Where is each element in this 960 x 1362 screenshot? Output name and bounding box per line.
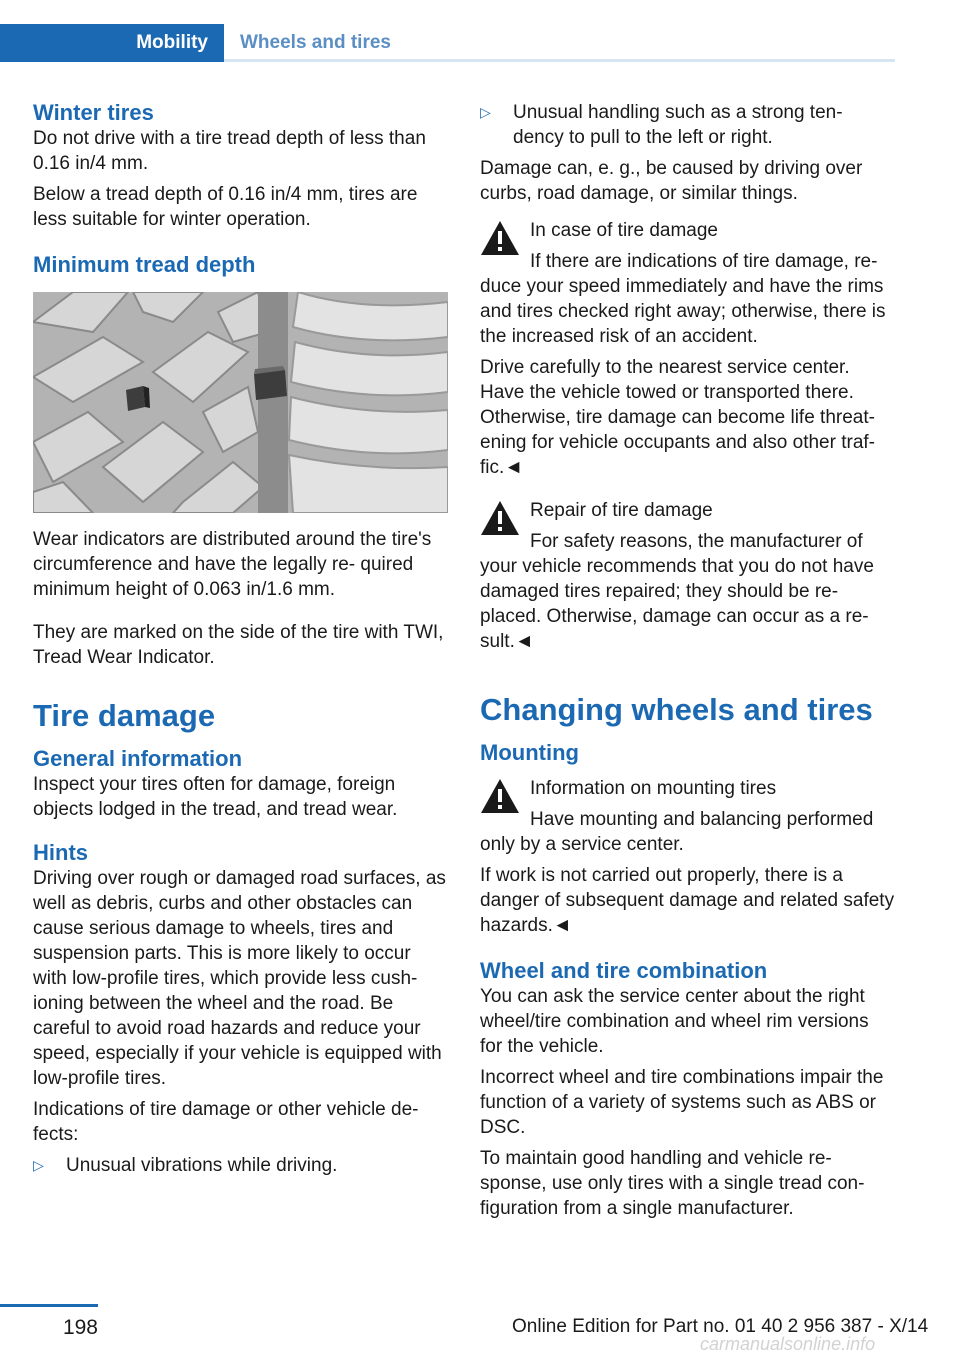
bullet-text: Unusual handling such as a strong ten‐ dency to pull to the left or right. [513, 102, 843, 148]
right-column [480, 100, 895, 1221]
warning-triangle-icon [480, 220, 520, 256]
damage-cause-paragraph: Damage can, e. g., be caused by driving over curbs, road damage, or similar things. [480, 158, 863, 204]
warning-title: Repair of tire damage [530, 500, 713, 521]
warning-paragraph: If work is not carried out properly, there is a danger of subsequent damage and related safety hazards.◄ [480, 865, 895, 936]
warning-body-rest: duce your speed immediately and have the rims and tires checked right away; otherwise, there is the increased risk of an accident. [480, 276, 886, 347]
watermark: carmanualsonline.info [700, 1334, 876, 1354]
general-paragraph: Inspect your tires often for damage, foreign objects lodged in the tread, and tread wear. [33, 774, 398, 820]
footer-rule [0, 1304, 98, 1307]
warning-block [480, 776, 895, 857]
combination-paragraph-1: You can ask the service center about the right wheel/tire combination and wheel rim versions for the vehicle. [480, 986, 869, 1057]
heading-wheel-and-tire-combination: Wheel and tire combination [480, 958, 768, 983]
section-tab: Mobility [0, 24, 224, 62]
heading-hints: Hints [33, 840, 88, 865]
warning-title: In case of tire damage [530, 220, 718, 241]
warning-triangle-icon [480, 500, 520, 536]
page-header [0, 24, 895, 62]
bullet-triangle-icon: ▷ [480, 104, 491, 120]
bullet-item [33, 1153, 448, 1178]
bullet-text: Unusual vibrations while driving. [66, 1155, 338, 1176]
header-rule [224, 59, 895, 62]
heading-mounting: Mounting [480, 740, 579, 765]
heading-winter-tires: Winter tires [33, 100, 154, 125]
hints-paragraph: Driving over rough or damaged road surfaces, as well as debris, curbs and other obstacles can cause serious damage to wheels, tires and suspension parts. This is more likely to occur with low-profile tires, which provide less cush‐ ioning between the wheel and the road. Be careful to avoid road hazards and reduce your speed, especially if your vehicle is equipped with low-profile tires. [33, 868, 446, 1089]
indications-paragraph: Indications of tire damage or other vehicle de‐ fects: [33, 1099, 419, 1145]
warning-body [480, 249, 895, 349]
warning-body-rest: only by a service center. [480, 834, 684, 855]
bullet-item [480, 100, 895, 150]
heading-general-information: General information [33, 746, 243, 771]
wear-indicator-paragraph: Wear indicators are distributed around the tire's circumference and have the legally re‐ quired minimum height of 0.063 in/1.6 mm. [33, 529, 432, 600]
warning-body-first-line: Have mounting and balancing performed [530, 809, 874, 830]
warning-paragraph: Drive carefully to the nearest service center. Have the vehicle towed or transported there. Otherwise, tire damage can become life threat‐ ening for vehicle occupants and also other traf‐ fic.◄ [480, 357, 876, 478]
warning-title: Information on mounting tires [530, 778, 777, 799]
tread-wear-indicator-figure [33, 292, 448, 513]
heading-minimum-tread-depth: Minimum tread depth [33, 252, 256, 277]
bullet-triangle-icon: ▷ [33, 1157, 44, 1173]
warning-body-rest: your vehicle recommends that you do not have damaged tires repaired; they should be re‐ placed. Otherwise, damage can occur as a re‐ sult.◄ [480, 556, 874, 652]
page-number: 198 [62, 1316, 98, 1339]
warning-body-first-line: If there are indications of tire damage, re‐ [530, 251, 878, 272]
warning-block [480, 218, 895, 349]
warning-block [480, 498, 895, 654]
heading-changing-wheels-and-tires: Changing wheels and tires [480, 692, 873, 727]
warning-body-first-line: For safety reasons, the manufacturer of [530, 531, 863, 552]
heading-tire-damage: Tire damage [33, 698, 216, 733]
combination-paragraph-3: To maintain good handling and vehicle re‐ sponse, use only tires with a single tread con‐ figuration from a single manufacturer. [480, 1148, 865, 1219]
combination-paragraph-2: Incorrect wheel and tire combinations impair the function of a variety of systems such as ABS or DSC. [480, 1067, 884, 1138]
winter-paragraph-1: Do not drive with a tire tread depth of less than 0.16 in/4 mm. [33, 128, 426, 174]
chapter-tab: Wheels and tires [240, 32, 391, 53]
winter-paragraph-2: Below a tread depth of 0.16 in/4 mm, tires are less suitable for winter operation. [33, 184, 418, 230]
twi-paragraph: They are marked on the side of the tire with TWI, Tread Wear Indicator. [33, 622, 444, 668]
tire-tread-illustration [33, 292, 448, 513]
warning-body [480, 807, 895, 857]
edition-text: Online Edition for Part no. 01 40 2 956 387 - X/14 [512, 1316, 929, 1337]
warning-triangle-icon [480, 778, 520, 814]
warning-body [480, 529, 895, 654]
left-column [33, 100, 448, 1178]
